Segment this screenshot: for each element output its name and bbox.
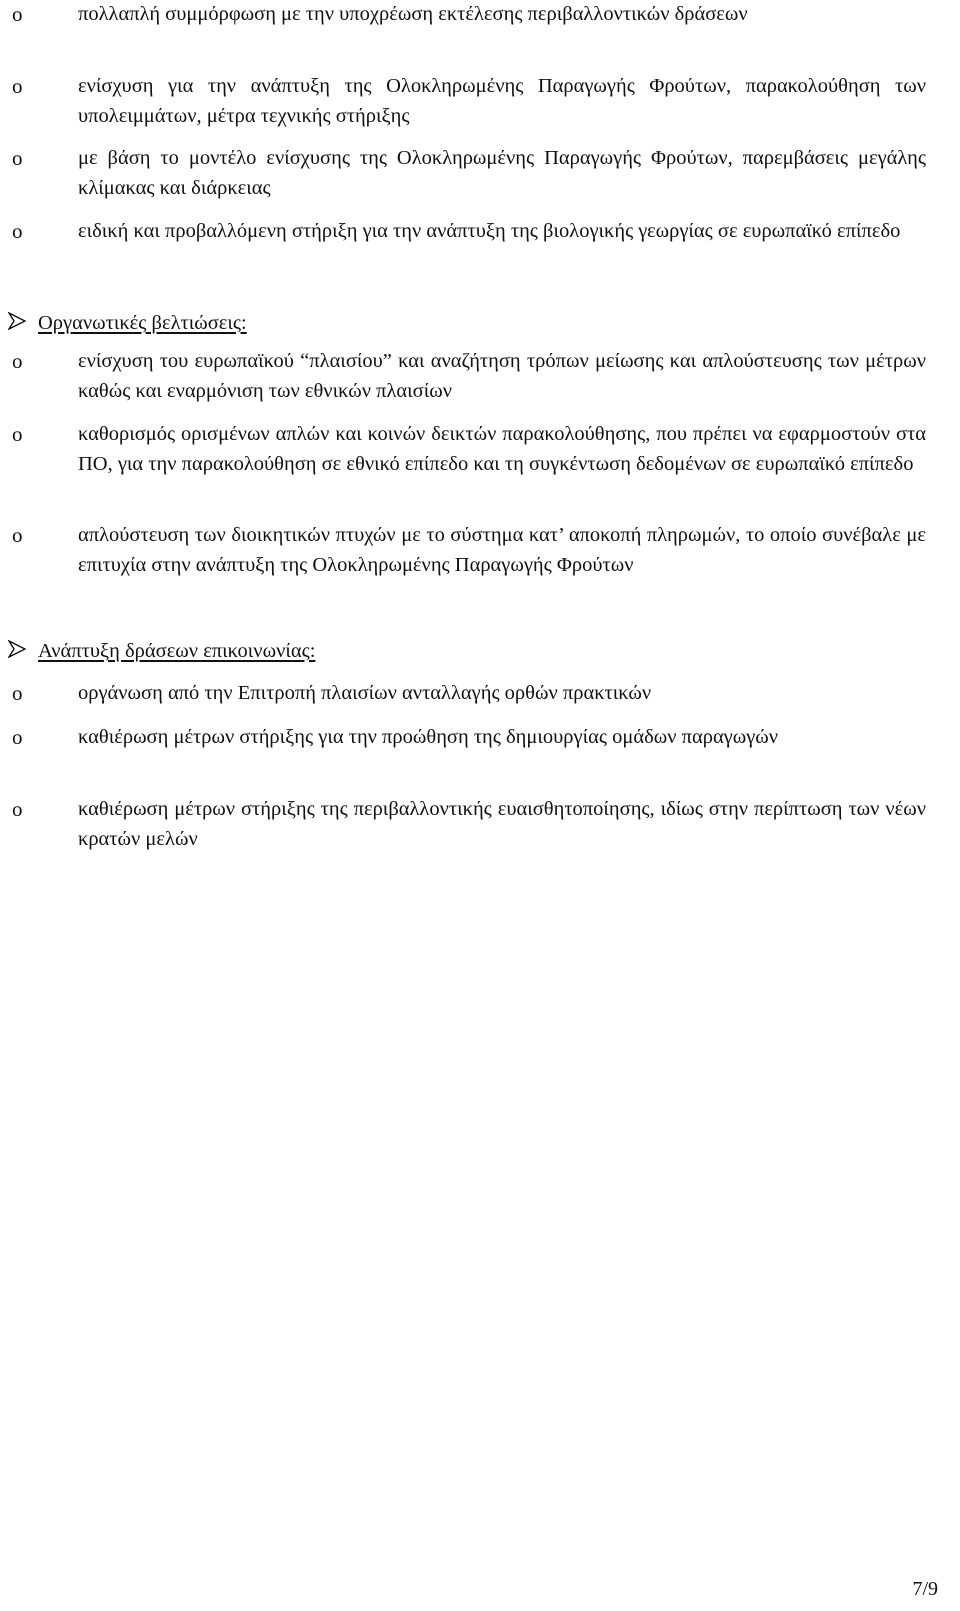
list-item-text: καθιέρωση μέτρων στήριξης της περιβαλλοντικής ευαισθητοποίησης, ιδίως στην περίπτωση των νέων κρατών μελών xyxy=(78,798,926,850)
bullet-icon: o xyxy=(12,422,23,446)
list-item-text: καθιέρωση μέτρων στήριξης για την προώθηση της δημιουργίας ομάδων παραγωγών xyxy=(78,726,779,748)
page-number: 7/9 xyxy=(912,1578,938,1600)
bullet-icon: o xyxy=(12,146,23,170)
bullet-icon: o xyxy=(12,219,23,243)
arrowhead-bullet-icon xyxy=(8,312,26,330)
list-item-text: απλούστευση των διοικητικών πτυχών με το σύστημα κατ’ αποκοπή πληρωμών, το οποίο συνέβαλε με επιτυχία στην ανάπτυξη της Ολοκληρωμένης Παραγωγής Φρούτων xyxy=(78,524,926,576)
list-item-text: πολλαπλή συμμόρφωση με την υποχρέωση εκτέλεσης περιβαλλοντικών δράσεων xyxy=(78,3,748,25)
list-item-text: ενίσχυση του ευρωπαϊκού “πλαισίου” και αναζήτηση τρόπων μείωσης και απλούστευσης των μέτρων καθώς και εναρμόνιση των εθνικών πλαισίων xyxy=(78,350,926,402)
list-item-text: καθορισμός ορισμένων απλών και κοινών δεικτών παρακολούθησης, που πρέπει να εφαρμοστούν στα ΠΟ, για την παρακολούθηση σε εθνικό επίπεδο και τη συγκέντωση δεδομένων σε ευρωπαϊκό επίπεδο xyxy=(78,423,926,475)
list-item-text: ειδική και προβαλλόμενη στήριξη για την ανάπτυξη της βιολογικής γεωργίας σε ευρωπαϊκό επίπεδο xyxy=(78,220,901,242)
section-heading-text: Ανάπτυξη δράσεων επικοινωνίας: xyxy=(38,640,316,662)
list-item-text: ενίσχυση για την ανάπτυξη της Ολοκληρωμένης Παραγωγής Φρούτων, παρακολούθηση των υπολειμμάτων, μέτρα τεχνικής στήριξης xyxy=(78,75,926,127)
bullet-icon: o xyxy=(12,523,23,547)
bullet-icon: o xyxy=(12,725,23,749)
list-item-text: οργάνωση από την Επιτροπή πλαισίων ανταλλαγής ορθών πρακτικών xyxy=(78,682,652,704)
section-heading-text: Οργανωτικές βελτιώσεις: xyxy=(38,312,247,334)
list-item-text: με βάση το μοντέλο ενίσχυσης της Ολοκληρωμένης Παραγωγής Φρούτων, παρεμβάσεις μεγάλης κλίμακας και διάρκειας xyxy=(78,147,926,199)
arrowhead-bullet-icon xyxy=(8,640,26,658)
bullet-icon: o xyxy=(12,349,23,373)
bullet-icon: o xyxy=(12,681,23,705)
bullet-icon: o xyxy=(12,74,23,98)
bullet-icon: o xyxy=(12,2,23,26)
bullet-icon: o xyxy=(12,797,23,821)
